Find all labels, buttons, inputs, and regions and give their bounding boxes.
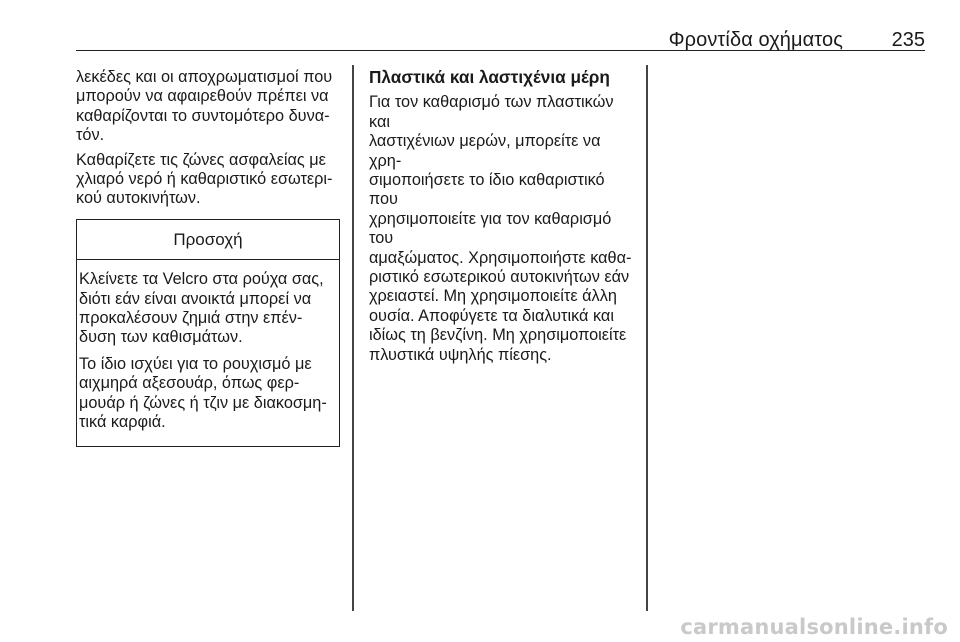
caution-paragraph: Κλείνετε τα Velcro στα ρούχα σας, διότι εάν είναι ανοικτά μπορεί να προκαλέσουν ζημιά στην επέν- δυση των καθισμάτων. xyxy=(79,270,324,347)
watermark: carmanualsonline.info xyxy=(680,615,948,639)
column-divider-left xyxy=(352,65,354,611)
left-column xyxy=(76,68,340,447)
column-divider-right xyxy=(646,65,648,611)
section-title: Φροντίδα οχήματος xyxy=(668,29,843,51)
body-paragraph: Καθαρίζετε τις ζώνες ασφαλείας με χλιαρό νερό ή καθαριστικό εσωτερι- κού αυτοκινήτων. xyxy=(76,150,333,208)
right-column xyxy=(369,68,635,370)
page-number: 235 xyxy=(891,29,925,51)
caution-body xyxy=(77,260,339,445)
caution-title: Προσοχή xyxy=(77,220,339,260)
body-paragraph: Για τον καθαρισμό των πλαστικών και λαστιχένιων μερών, μπορείτε να χρη- σιμοποιήσετε το ίδιο καθαριστικό που χρησιμοποιείτε για τον καθαρισμό του αμαξώματος. Χρησιμοποιήστε καθα- ριστικό εσωτερικού αυτοκινήτων εάν χρειαστεί. Μη χρησιμοποιείτε άλλη ουσία. Αποφύγετε τα διαλυτικά και ιδίως τη βενζίνη. Μη χρησιμοποιείτε πλυστικά υψηλής πίεσης. xyxy=(369,93,632,364)
body-paragraph: λεκέδες και οι αποχρωματισμοί που μπορούν να αφαιρεθούν πρέπει να καθαρίζονται το συντομότερο δυνα- τόν. xyxy=(76,68,333,145)
caution-box xyxy=(76,219,340,447)
page-header xyxy=(76,14,925,51)
section-heading: Πλαστικά και λαστιχένια μέρη xyxy=(369,67,610,87)
caution-paragraph: Το ίδιο ισχύει για το ρουχισμό με αιχμηρά αξεσουάρ, όπως φερ- μουάρ ή ζώνες ή τζιν με διακοσμη- τικά καρφιά. xyxy=(79,354,327,432)
